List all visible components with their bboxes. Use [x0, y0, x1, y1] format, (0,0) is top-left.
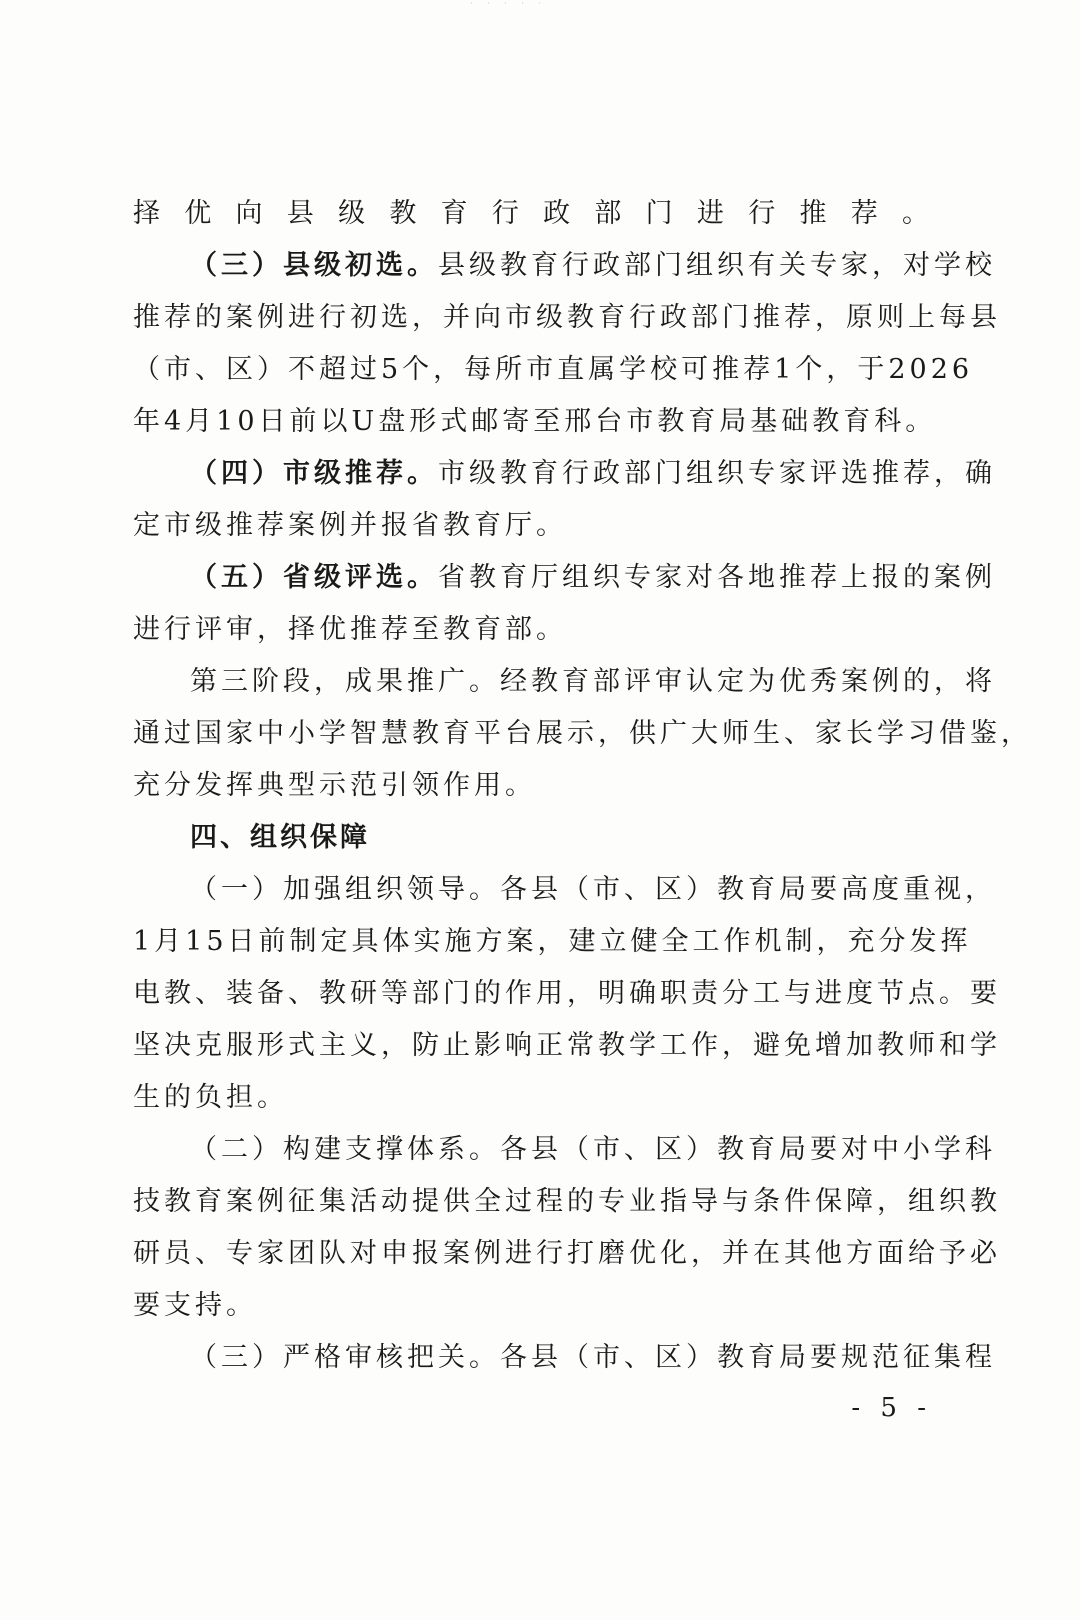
- paragraph-line-3: [133, 300, 1001, 336]
- paragraph-line-19: [190, 1132, 996, 1168]
- paragraph-line-18: [133, 1080, 933, 1116]
- line-text: （三）严格审核把关。各县（市、区）教育局要规范征集程: [190, 1342, 996, 1373]
- paragraph-line-17: [133, 1028, 1001, 1064]
- line-text: 省教育厅组织专家对各地推荐上报的案例: [438, 562, 996, 593]
- paragraph-line-22: [133, 1288, 933, 1324]
- paragraph-line-9: [133, 612, 933, 648]
- page-number: - 5 -: [851, 1393, 932, 1423]
- line-text: 1月15日前制定具体实施方案，建立健全工作机制，充分发挥: [133, 926, 972, 957]
- section-lead-county-selection: （三）县级初选。: [190, 250, 438, 281]
- line-text: （市、区）不超过5个，每所市直属学校可推荐1个，于2026: [133, 354, 974, 385]
- line-text: 择优向县级教育行政部门进行推荐。: [133, 198, 933, 229]
- line-text: 年4月10日前以U盘形式邮寄至邢台市教育局基础教育科。: [133, 406, 937, 437]
- heading-text: 四、组织保障: [190, 822, 370, 853]
- paragraph-line-23: [190, 1340, 996, 1376]
- paragraph-line-6: [190, 456, 996, 492]
- section-lead-province-selection: （五）省级评选。: [190, 562, 438, 593]
- line-text: 定市级推荐案例并报省教育厅。: [133, 510, 567, 541]
- paragraph-line-1: [133, 196, 933, 232]
- line-text: 进行评审，择优推荐至教育部。: [133, 614, 567, 645]
- paragraph-line-4: [133, 352, 974, 388]
- line-text: 县级教育行政部门组织有关专家，对学校: [438, 250, 996, 281]
- line-text: （二）构建支撑体系。各县（市、区）教育局要对中小学科: [190, 1134, 996, 1165]
- paragraph-line-10: [190, 664, 996, 700]
- scan-noise-marks: · · · · ·: [470, 0, 547, 8]
- paragraph-line-8: [190, 560, 996, 596]
- paragraph-line-20: [133, 1184, 1001, 1220]
- line-text: 充分发挥典型示范引领作用。: [133, 770, 536, 801]
- paragraph-line-11: [133, 716, 1032, 752]
- line-text: 坚决克服形式主义，防止影响正常教学工作，避免增加教师和学: [133, 1030, 1001, 1061]
- paragraph-line-5: [133, 404, 937, 440]
- line-text: 生的负担。: [133, 1082, 288, 1113]
- line-text: 研员、专家团队对申报案例进行打磨优化，并在其他方面给予必: [133, 1238, 1001, 1269]
- paragraph-line-21: [133, 1236, 1001, 1272]
- paragraph-line-7: [133, 508, 933, 544]
- line-text: 推荐的案例进行初选，并向市级教育行政部门推荐，原则上每县: [133, 302, 1001, 333]
- line-text: 要支持。: [133, 1290, 257, 1321]
- section-heading-organization: [190, 820, 933, 856]
- paragraph-line-14: [190, 872, 996, 908]
- paragraph-line-2: [190, 248, 996, 284]
- line-text: 市级教育行政部门组织专家评选推荐，确: [438, 458, 996, 489]
- line-text: 电教、装备、教研等部门的作用，明确职责分工与进度节点。要: [133, 978, 1001, 1009]
- section-lead-city-recommendation: （四）市级推荐。: [190, 458, 438, 489]
- line-text: 第三阶段，成果推广。经教育部评审认定为优秀案例的，将: [190, 666, 996, 697]
- paragraph-line-12: [133, 768, 933, 804]
- line-text: （一）加强组织领导。各县（市、区）教育局要高度重视，: [190, 874, 996, 905]
- paragraph-line-15: [133, 924, 972, 960]
- line-text: 技教育案例征集活动提供全过程的专业指导与条件保障，组织教: [133, 1186, 1001, 1217]
- line-text: 通过国家中小学智慧教育平台展示，供广大师生、家长学习借鉴，: [133, 718, 1032, 749]
- paragraph-line-16: [133, 976, 1001, 1012]
